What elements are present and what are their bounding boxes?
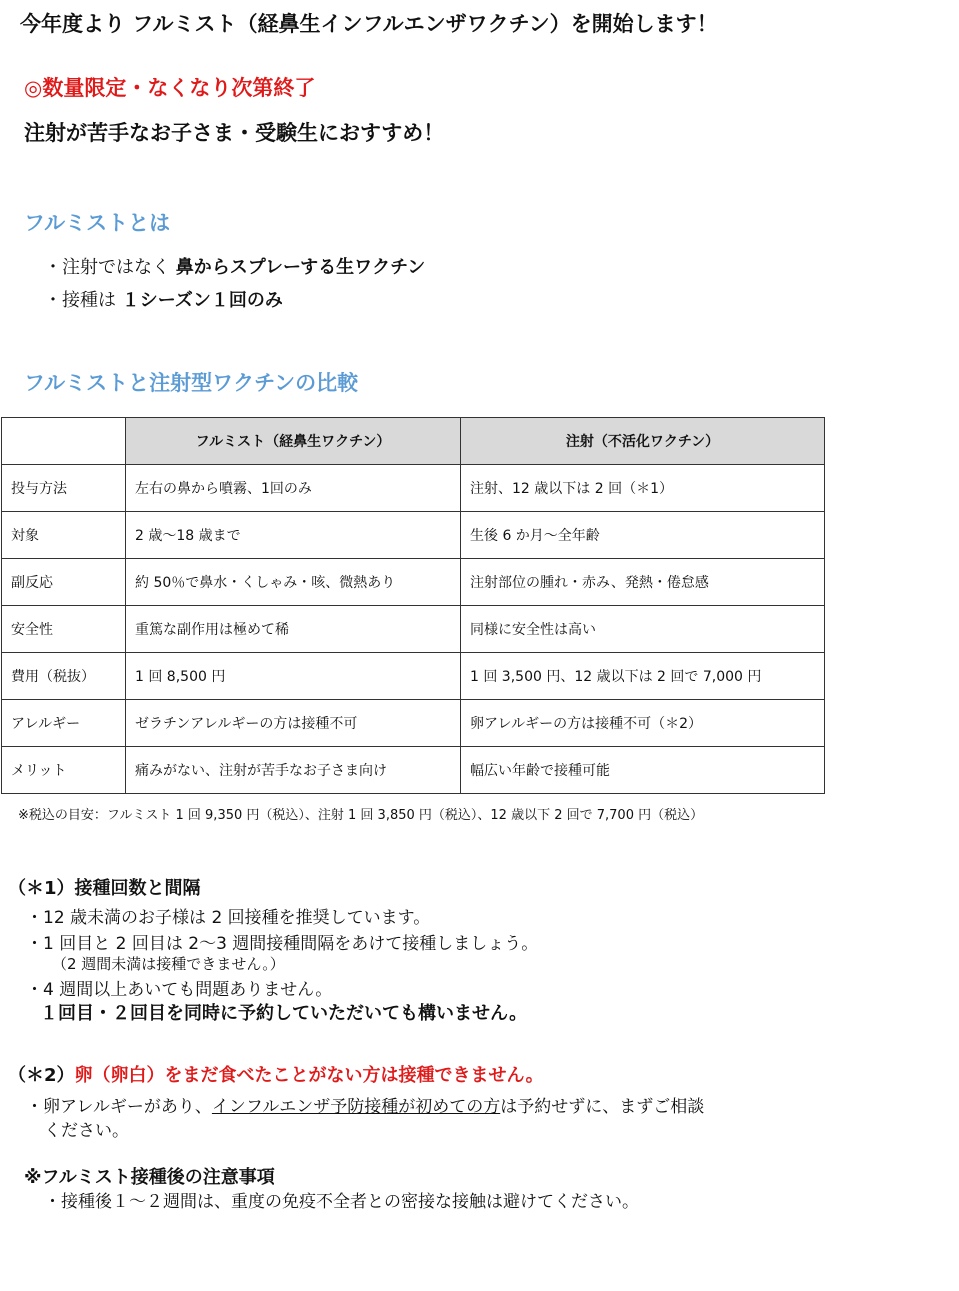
page-title: 今年度より フルミスト（経鼻生インフルエンザワクチン）を開始します！ (20, 12, 718, 36)
row-label: アレルギー (2, 700, 126, 747)
flumist-cell: 2 歳～18 歳まで (126, 512, 461, 559)
note1-heading: （＊1）接種回数と間隔 (8, 878, 201, 899)
row-label: メリット (2, 747, 126, 794)
limited-quantity-notice: ◎数量限定・なくなり次第終了 (24, 76, 316, 100)
table-header-row (2, 418, 825, 465)
about-bullet-1 (44, 253, 425, 279)
note1-line-1: ・12 歳未満のお子様は 2 回接種を推奨しています。 (26, 908, 431, 928)
injection-cell: 同様に安全性は高い (461, 606, 825, 653)
injection-cell: 注射、12 歳以下は 2 回（＊1） (461, 465, 825, 512)
note2-line-2: ください。 (44, 1121, 129, 1141)
note1-line-5: １回目・２回目を同時に予約していただいても構いません。 (40, 1003, 528, 1024)
about-heading: フルミストとは (24, 211, 171, 235)
note2-line-1-prefix: ・卵アレルギーがあり、 (26, 1097, 212, 1117)
table-row (2, 606, 825, 653)
row-label: 安全性 (2, 606, 126, 653)
comparison-table (1, 417, 825, 794)
row-label: 対象 (2, 512, 126, 559)
flumist-cell: 1 回 8,500 円 (126, 653, 461, 700)
note1-line-2: ・1 回目と 2 回目は 2～3 週間接種間隔をあけて接種しましょう。 (26, 934, 539, 954)
table-row (2, 559, 825, 606)
about-bullet-2-prefix: ・接種は (44, 290, 116, 311)
about-bullet-1-prefix: ・注射ではなく (44, 257, 170, 278)
aftercare-line: ・接種後１～２週間は、重度の免疫不全者との密接な接触は避けてください。 (44, 1192, 639, 1212)
aftercare-heading: ※フルミスト接種後の注意事項 (24, 1167, 275, 1188)
injection-cell: 注射部位の腫れ・赤み、発熱・倦怠感 (461, 559, 825, 606)
recommendation-text: 注射が苦手なお子さま・受験生におすすめ！ (24, 121, 445, 145)
about-bullet-2-bold: １シーズン１回のみ (121, 290, 283, 311)
table-row (2, 653, 825, 700)
flumist-cell: 左右の鼻から噴霧、1回のみ (126, 465, 461, 512)
about-bullet-2 (44, 286, 283, 312)
flumist-cell: 痛みがない、注射が苦手なお子さま向け (126, 747, 461, 794)
note2-heading-prefix: （＊2） (8, 1065, 75, 1086)
injection-cell: 幅広い年齢で接種可能 (461, 747, 825, 794)
note1-line-4: ・4 週間以上あいても問題ありません。 (26, 980, 333, 1000)
injection-cell: 生後 6 か月～全年齢 (461, 512, 825, 559)
note2-heading (8, 1061, 544, 1087)
row-label: 投与方法 (2, 465, 126, 512)
table-row (2, 747, 825, 794)
comparison-heading: フルミストと注射型ワクチンの比較 (24, 371, 359, 395)
row-label: 費用（税抜） (2, 653, 126, 700)
table-row (2, 465, 825, 512)
table-row (2, 700, 825, 747)
row-label: 副反応 (2, 559, 126, 606)
column-header-injection: 注射（不活化ワクチン） (461, 418, 825, 465)
flumist-cell: 重篤な副作用は極めて稀 (126, 606, 461, 653)
note2-heading-warning: 卵（卵白）をまだ食べたことがない方は接種できません。 (74, 1065, 544, 1086)
flumist-cell: 約 50％で鼻水・くしゃみ・咳、微熱あり (126, 559, 461, 606)
about-bullet-1-bold: 鼻からスプレーする生ワクチン (175, 257, 426, 278)
flumist-cell: ゼラチンアレルギーの方は接種不可 (126, 700, 461, 747)
tax-note: ※税込の目安：フルミスト 1 回 9,350 円（税込）、注射 1 回 3,850 円（税込）、12 歳以下 2 回で 7,700 円（税込） (18, 808, 704, 823)
injection-cell: 卵アレルギーの方は接種不可（＊2） (461, 700, 825, 747)
note2-line-1-underlined: インフルエンザ予防接種が初めての方 (211, 1097, 501, 1117)
injection-cell: 1 回 3,500 円、12 歳以下は 2 回で 7,000 円 (461, 653, 825, 700)
column-header-flumist: フルミスト（経鼻生ワクチン） (126, 418, 461, 465)
note2-line-1 (26, 1092, 704, 1117)
table-row (2, 512, 825, 559)
column-header-blank (2, 418, 126, 465)
note2-line-1-suffix: は予約せずに、まずご相談 (500, 1097, 705, 1117)
note1-line-3: （2 週間未満は接種できません。） (52, 955, 285, 973)
